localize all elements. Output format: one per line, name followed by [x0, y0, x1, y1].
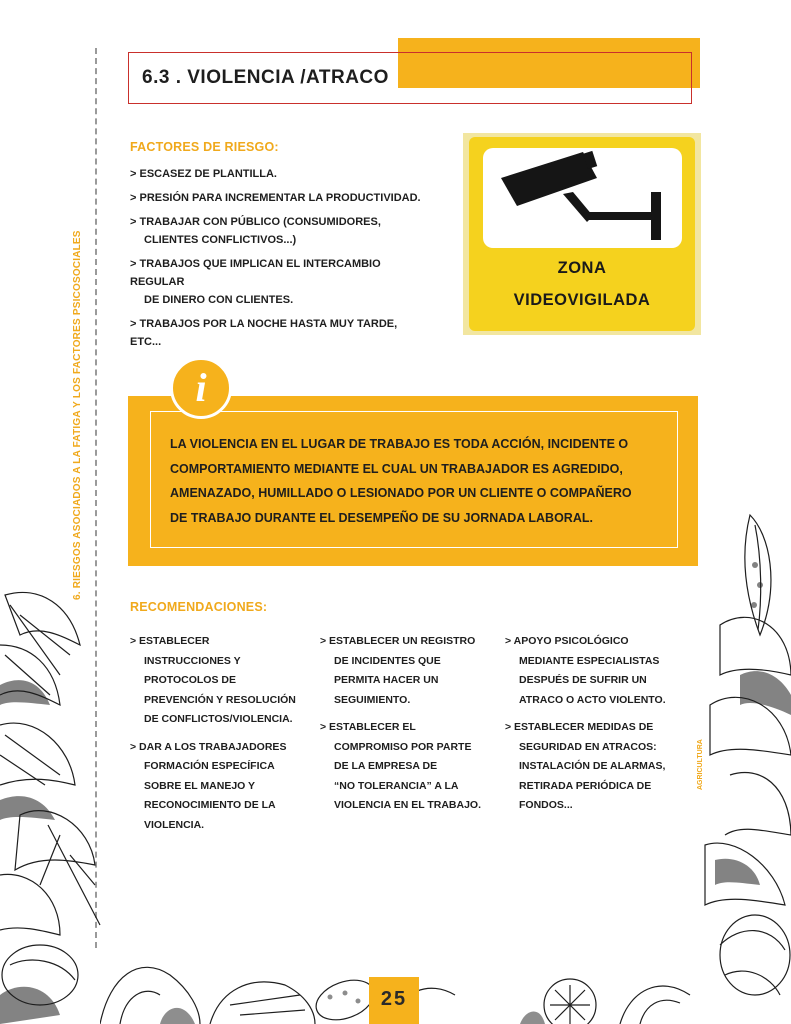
- info-line: LA VIOLENCIA EN EL LUGAR DE TRABAJO ES TODA ACCIÓN, INCIDENTE O: [170, 437, 629, 451]
- risk-factor-item: [130, 189, 430, 207]
- recommendation-item-line: DE INCIDENTES QUE: [334, 654, 441, 667]
- risk-factor-item-line: DE DINERO CON CLIENTES.: [144, 294, 294, 306]
- recommendation-item-line: SOBRE EL MANEJO Y: [144, 779, 256, 792]
- recommendation-item-line: PERMITA HACER UN: [334, 674, 439, 686]
- recommendation-item-line: FONDOS...: [519, 799, 573, 811]
- page-number: 25: [380, 988, 408, 1010]
- recommendation-item: [505, 718, 675, 816]
- recommendation-item-line: > ESTABLECER MEDIDAS DE: [505, 721, 654, 733]
- recommendation-item-line: > ESTABLECER EL: [320, 721, 416, 733]
- security-camera-icon: [483, 148, 682, 248]
- risk-factor-item-line: CLIENTES CONFLICTIVOS...): [144, 234, 297, 246]
- recommendation-item-line: > DAR A LOS TRABAJADORES: [130, 740, 287, 753]
- recommendation-item-line: RECONOCIMIENTO DE LA: [144, 799, 276, 811]
- recommendation-item-line: FORMACIÓN ESPECÍFICA: [144, 760, 275, 772]
- sign-icon-area: [483, 148, 682, 248]
- chapter-side-label: 6. RIESGOS ASOCIADOS A LA FATIGA Y LOS FACTORES PSICOSOCIALES: [72, 230, 83, 600]
- recommendations-column-2: [320, 632, 490, 824]
- risk-factor-item-line: > PRESIÓN PARA INCREMENTAR LA PRODUCTIVIDAD.: [130, 192, 421, 204]
- risk-factor-item-line: > TRABAJOS POR LA NOCHE HASTA MUY TARDE, ETC...: [130, 318, 398, 348]
- recommendation-item-line: PROTOCOLOS DE: [144, 674, 236, 686]
- risk-factor-item-line: > ESCASEZ DE PLANTILLA.: [130, 168, 277, 180]
- recommendation-item-line: DESPUÉS DE SUFRIR UN: [519, 674, 647, 686]
- recommendation-item-line: SEGUIMIENTO.: [334, 693, 411, 706]
- info-line: AMENAZADO, HUMILLADO O LESIONADO POR UN CLIENTE O COMPAÑERO: [170, 486, 632, 500]
- recommendations-column-3: [505, 632, 675, 824]
- recommendation-item-line: VIOLENCIA EN EL TRABAJO.: [334, 799, 482, 811]
- risk-factor-item-line: > TRABAJAR CON PÚBLICO (CONSUMIDORES,: [130, 216, 381, 228]
- recommendation-item: [505, 632, 675, 710]
- recommendation-item-line: > APOYO PSICOLÓGICO: [505, 635, 629, 647]
- risk-factor-item-line: > TRABAJOS QUE IMPLICAN EL INTERCAMBIO REGULAR: [130, 258, 381, 288]
- recommendation-item: [130, 738, 305, 836]
- recommendation-item: [320, 718, 490, 816]
- recommendation-item-line: MEDIANTE ESPECIALISTAS: [519, 654, 660, 667]
- surveillance-sign-photo: [463, 133, 701, 335]
- sign-text-line-2: VIDEOVIGILADA: [513, 291, 651, 309]
- vegetables-illustration-right: [700, 505, 791, 1024]
- recommendation-item-line: INSTALACIÓN DE ALARMAS,: [519, 760, 666, 772]
- recommendation-item-line: PREVENCIÓN Y RESOLUCIÓN: [144, 693, 296, 706]
- recommendation-item-line: COMPROMISO POR PARTE: [334, 740, 472, 753]
- recommendations-column-1: [130, 632, 305, 843]
- recommendations-heading: RECOMENDACIONES:: [130, 600, 268, 614]
- risk-factors-heading: FACTORES DE RIESGO:: [130, 140, 279, 154]
- recommendation-item-line: DE CONFLICTOS/VIOLENCIA.: [144, 713, 293, 725]
- recommendation-item-line: > ESTABLECER UN REGISTRO: [320, 635, 476, 647]
- risk-factor-item: [130, 315, 430, 351]
- recommendation-item-line: “NO TOLERANCIA” A LA: [334, 779, 459, 792]
- sign-text-line-1: ZONA: [557, 259, 607, 277]
- section-title: 6.3 . VIOLENCIA /ATRACO: [142, 67, 389, 88]
- recommendation-item-line: > ESTABLECER: [130, 635, 210, 647]
- risk-factors-list: [130, 165, 430, 357]
- risk-factor-item: [130, 255, 430, 309]
- info-icon: [170, 357, 232, 419]
- info-glyph: i: [195, 365, 207, 410]
- recommendation-item-line: ATRACO O ACTO VIOLENTO.: [519, 693, 666, 706]
- recommendation-item: [130, 632, 305, 730]
- info-definition-text: [170, 432, 670, 530]
- recommendation-item-line: DE LA EMPRESA DE: [334, 760, 438, 772]
- recommendation-item-line: RETIRADA PERIÓDICA DE: [519, 779, 652, 792]
- vegetables-illustration-left: [0, 585, 110, 1024]
- recommendation-item-line: SEGURIDAD EN ATRACOS:: [519, 740, 657, 753]
- right-side-tag: AGRICULTURA: [697, 739, 704, 790]
- recommendation-item-line: VIOLENCIA.: [144, 818, 205, 831]
- risk-factor-item: [130, 165, 430, 183]
- recommendation-item-line: INSTRUCCIONES Y: [144, 654, 241, 667]
- info-line: COMPORTAMIENTO MEDIANTE EL CUAL UN TRABAJADOR ES AGREDIDO,: [170, 461, 623, 476]
- info-line: DE TRABAJO DURANTE EL DESEMPEÑO DE SU JORNADA LABORAL.: [170, 510, 593, 525]
- risk-factor-item: [130, 213, 430, 249]
- recommendation-item: [320, 632, 490, 710]
